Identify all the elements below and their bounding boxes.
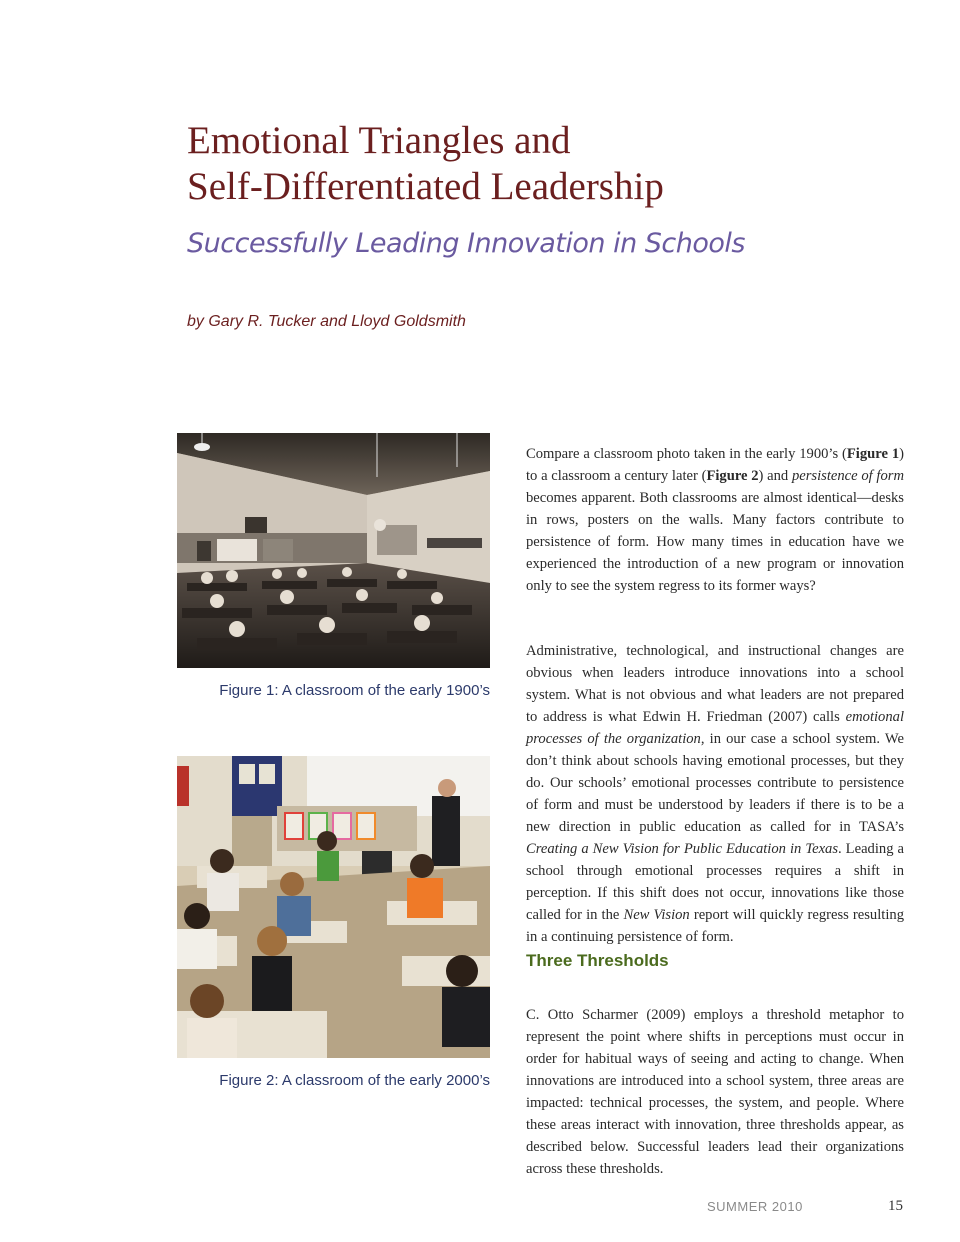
bold-run: Figure 1 (846, 445, 900, 462)
text-run: Administrative, technological, and instructional changes are obvious when leaders introduce innovations into a school system. What is not obvious and what leaders are not prepared to address is what Edwin H. Friedman (2007) calls (526, 642, 904, 725)
figure-2-caption: Figure 2: A classroom of the early 2000’s (219, 1072, 490, 1089)
title-line-1: Emotional Triangles and (187, 119, 571, 162)
article-subtitle: Successfully Leading Innovation in Schools (187, 228, 745, 259)
text-run: Compare a classroom photo taken in the early 1900’s ( (526, 445, 847, 462)
body-paragraph-2 (526, 640, 904, 948)
article-byline: by Gary R. Tucker and Lloyd Goldsmith (187, 313, 466, 330)
title-line-2: Self-Differentiated Leadership (187, 165, 664, 208)
italic-run: persistence of form (791, 467, 904, 484)
text-run: ) to a classroom a century later ( (526, 445, 904, 484)
italic-run: emotional processes of the organization (526, 708, 904, 747)
section-heading: Three Thresholds (526, 951, 669, 970)
text-run: becomes apparent. Both classrooms are almost identical—desks in rows, posters on the walls. Many factors contribute to persistence of form. How many times in education have we experienced the introduction of a new program or innovation only to see the system regress to its former ways? (526, 489, 904, 594)
text-run: report will quickly regress resulting in a continuing persistence of form. (526, 906, 904, 945)
figure-1-photo (177, 433, 490, 668)
page-number: 15 (888, 1198, 903, 1214)
article-title (187, 118, 887, 210)
text-run: ) and (758, 467, 792, 484)
figure-1-caption: Figure 1: A classroom of the early 1900’s (219, 682, 490, 699)
body-paragraph-3 (526, 1004, 904, 1180)
footer-issue: SUMMER 2010 (707, 1199, 803, 1214)
figure-2-photo (177, 756, 490, 1058)
bold-run: Figure 2 (706, 467, 759, 484)
text-run: . Leading a school through emotional processes requires a shift in perception. If this shift does not occur, innovations like those called for in the (526, 840, 904, 923)
body-paragraph-1 (526, 443, 904, 597)
text-run: C. Otto Scharmer (2009) employs a threshold metaphor to represent the point where shifts in perceptions must occur in order for habitual ways of seeing and acting to change. When innovations are introduced into a school system, three areas are impacted: technical processes, the system, and people. Where these areas interact with innovation, three thresholds appear, as described below. Successful leaders lead their organizations across these thresholds. (526, 1006, 904, 1177)
italic-run: Creating a New Vision for Public Education in Texas (526, 840, 839, 857)
italic-run: New Vision (623, 906, 690, 923)
text-run: , in our case a school system. We don’t think about schools having emotional processes, but they do. Our schools’ emotional processes contribute to persistence of form and must be understood by leaders if there is to be a new direction in public education as called for in TASA’s (526, 730, 904, 835)
